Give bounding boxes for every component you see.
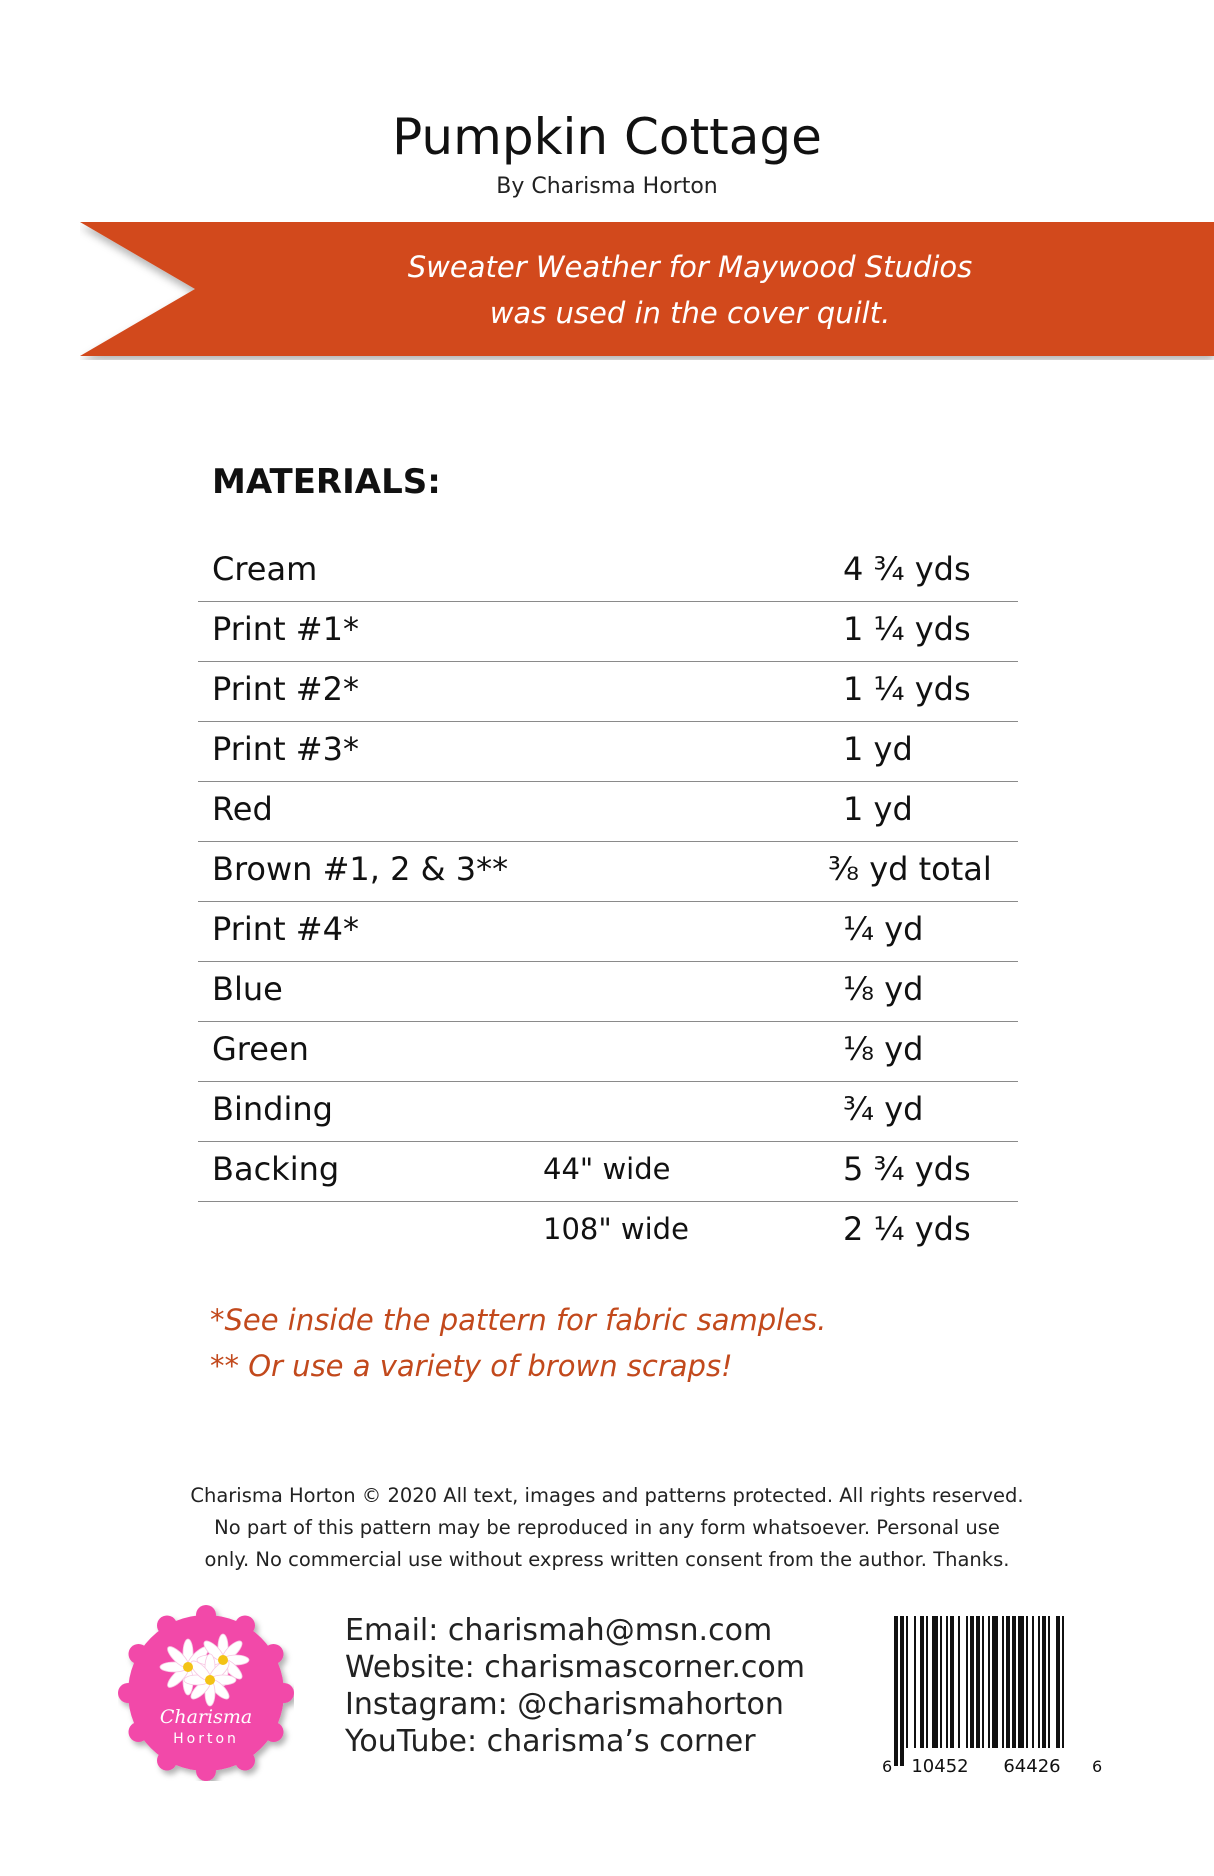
barcode-bar	[906, 1616, 908, 1748]
barcode-bar	[1062, 1616, 1064, 1748]
table-row	[198, 542, 1018, 602]
footnote-2: ** Or use a variety of brown scraps!	[210, 1349, 733, 1383]
contact-website: Website: charismascorner.com	[345, 1650, 805, 1685]
table-row	[198, 602, 1018, 662]
table-row	[198, 1202, 1018, 1261]
banner-line-1: Sweater Weather for Maywood Studios	[407, 250, 973, 284]
material-name: Print #4*	[212, 910, 359, 948]
material-name: Cream	[212, 550, 318, 588]
barcode-left-digit: 6	[882, 1757, 893, 1776]
fabric-banner	[80, 222, 1214, 360]
material-name: Binding	[212, 1090, 333, 1128]
barcode-bar	[1038, 1616, 1040, 1748]
copyright-line-3: only. No commercial use without express written consent from the author. Thanks.	[204, 1548, 1010, 1571]
material-quantity: 2 ¼ yds	[843, 1210, 971, 1248]
contact-email: Email: charismah@msn.com	[345, 1613, 773, 1648]
copyright-line-1: Charisma Horton © 2020 All text, images and patterns protected. All rights reserved.	[190, 1484, 1024, 1507]
material-width: 44" wide	[543, 1152, 671, 1186]
barcode-bar	[1012, 1616, 1016, 1748]
material-quantity: ⅛ yd	[843, 970, 924, 1008]
material-name: Red	[212, 790, 273, 828]
copyright-notice	[0, 1480, 1214, 1576]
material-quantity: ⅛ yd	[843, 1030, 924, 1068]
material-quantity: ¾ yd	[843, 1090, 924, 1128]
barcode-bar	[1056, 1616, 1060, 1748]
barcode-bar	[988, 1616, 990, 1748]
material-name: Print #1*	[212, 610, 359, 648]
materials-table	[198, 542, 1018, 1261]
material-quantity: 1 yd	[843, 730, 913, 768]
barcode-right-digit: 6	[1092, 1757, 1103, 1776]
barcode-bar	[976, 1616, 980, 1748]
contact-instagram: Instagram: @charismahorton	[345, 1687, 784, 1722]
barcode-bar	[1042, 1616, 1046, 1748]
barcode-bar	[914, 1616, 916, 1748]
barcode-bar	[946, 1616, 948, 1748]
barcode-group-2: 64426	[1003, 1756, 1061, 1777]
footnote-1: *See inside the pattern for fabric samples.	[210, 1303, 827, 1337]
material-quantity: 5 ¾ yds	[843, 1150, 971, 1188]
material-quantity: ¼ yd	[843, 910, 924, 948]
material-name: Brown #1, 2 & 3**	[212, 850, 509, 888]
table-row	[198, 782, 1018, 842]
barcode-bar	[900, 1616, 904, 1766]
contact-youtube: YouTube: charisma’s corner	[345, 1724, 756, 1759]
barcode-bar	[1048, 1616, 1050, 1748]
table-row	[198, 902, 1018, 962]
barcode-bar	[958, 1616, 960, 1748]
barcode-bar	[940, 1616, 942, 1748]
copyright-line-2: No part of this pattern may be reproduced in any form whatsoever. Personal use	[214, 1516, 1000, 1539]
logo-word-charisma: Charisma	[159, 1706, 253, 1728]
barcode-bar	[1026, 1616, 1028, 1748]
barcode-bar	[970, 1616, 974, 1748]
table-row	[198, 962, 1018, 1022]
pattern-title: Pumpkin Cottage	[392, 108, 822, 166]
barcode-bar	[926, 1616, 928, 1748]
barcode-bar	[932, 1616, 938, 1748]
material-name: Blue	[212, 970, 283, 1008]
barcode-group-1: 10452	[911, 1756, 969, 1777]
charisma-horton-logo	[118, 1605, 294, 1781]
barcode-bars	[894, 1616, 1064, 1766]
table-row	[198, 1082, 1018, 1142]
material-quantity: 4 ¾ yds	[843, 550, 971, 588]
footnotes	[210, 1297, 826, 1389]
material-name: Print #2*	[212, 670, 359, 708]
table-row	[198, 1022, 1018, 1082]
barcode-bar	[950, 1616, 954, 1748]
table-row	[198, 662, 1018, 722]
barcode-bar	[992, 1616, 998, 1748]
table-row	[198, 722, 1018, 782]
banner-line-2: was used in the cover quilt.	[489, 296, 891, 330]
table-row	[198, 842, 1018, 902]
barcode-bar	[1032, 1616, 1034, 1748]
upc-barcode	[876, 1612, 1108, 1782]
barcode-bar	[1006, 1616, 1010, 1748]
contact-info	[345, 1612, 805, 1760]
barcode-bar	[920, 1616, 924, 1748]
barcode-bar	[894, 1616, 898, 1766]
material-quantity: 1 yd	[843, 790, 913, 828]
barcode-bar	[1002, 1616, 1004, 1748]
material-width: 108" wide	[543, 1212, 689, 1246]
barcode-bar	[966, 1616, 968, 1748]
barcode-bar	[1018, 1616, 1024, 1748]
logo-word-horton: Horton	[173, 1731, 239, 1747]
material-name: Green	[212, 1030, 309, 1068]
material-quantity: 1 ¼ yds	[843, 670, 971, 708]
materials-heading: MATERIALS:	[212, 462, 441, 502]
material-quantity: 1 ¼ yds	[843, 610, 971, 648]
material-name: Backing	[212, 1150, 340, 1188]
material-name: Print #3*	[212, 730, 359, 768]
author-byline: By Charisma Horton	[496, 174, 718, 199]
material-quantity: ⅜ yd total	[828, 850, 992, 888]
barcode-bar	[982, 1616, 984, 1748]
table-row	[198, 1142, 1018, 1202]
